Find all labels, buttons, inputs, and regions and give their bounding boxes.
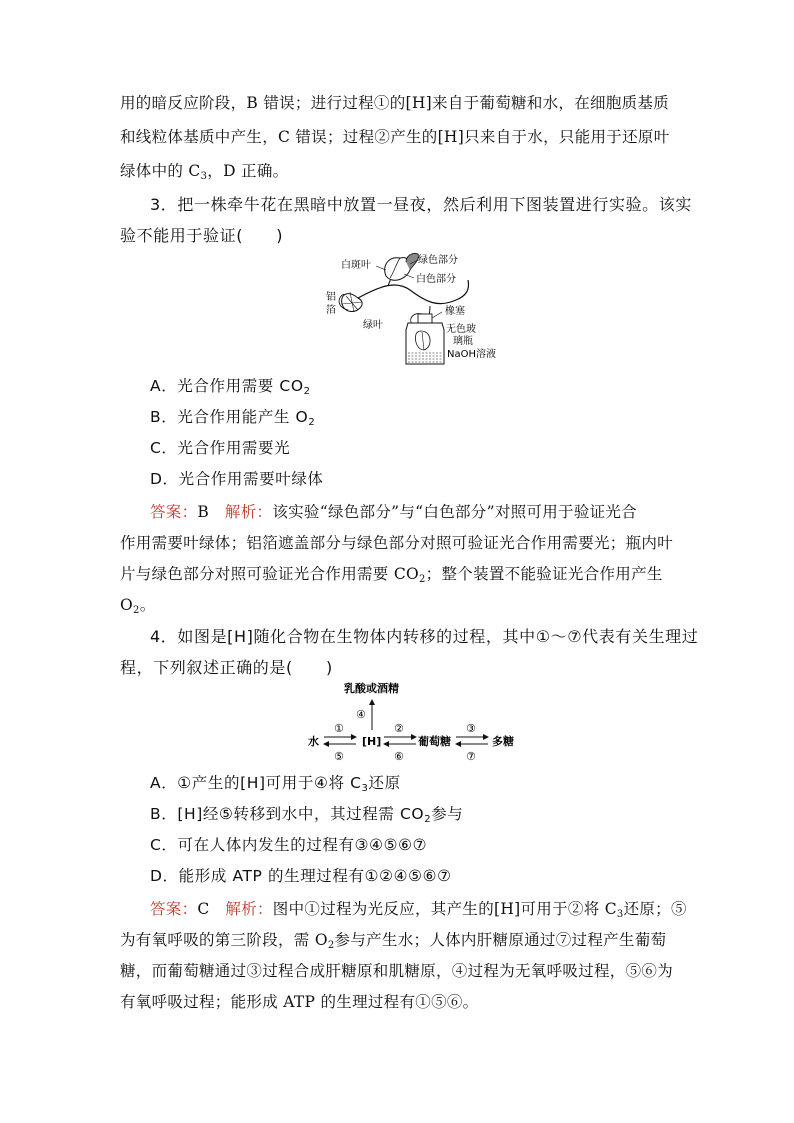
- explanation-line: 和线粒体基质中产生，C 错误；过程②产生的[H]只来自于水，只能用于还原叶: [120, 128, 670, 146]
- question-4-stem: 程，下列叙述正确的是( ): [120, 658, 333, 677]
- option-c: C．光合作用需要光: [150, 439, 291, 457]
- label-stopper: 橡塞: [445, 306, 465, 317]
- node-h: [H]: [362, 735, 382, 748]
- h-transfer-diagram: [304, 680, 524, 766]
- analysis-line: $O_2$。: [120, 596, 156, 616]
- label-white-part: 白色部分: [416, 274, 456, 285]
- explanation-line: 用的暗反应阶段，B 错误；进行过程①的[H]来自于葡萄糖和水，在细胞质基质: [120, 94, 670, 112]
- process-3-label: ③: [466, 722, 476, 735]
- analysis-label: 解析：: [224, 503, 273, 521]
- label-glass-bottle: 璃瓶: [453, 336, 473, 347]
- answer-line: 答案：C 解析：图中①过程为光反应，其产生的[H]可用于②将 $C_3$还原；⑤: [150, 900, 687, 920]
- label-green-part: 绿色部分: [418, 255, 458, 266]
- process-7-label: ⑦: [466, 750, 476, 763]
- question-3-stem: 3．把一株牵牛花在黑暗中放置一昼夜，然后利用下图装置进行实验。该实: [150, 195, 692, 214]
- node-polysaccharide: 多糖: [492, 735, 514, 748]
- node-lactic-acid-alcohol: 乳酸或酒精: [344, 682, 399, 695]
- option-d: D．能形成 ATP 的生理过程有①②④⑤⑥⑦: [150, 867, 452, 885]
- explanation-line: 绿体中的 $C_3$，D 正确。: [120, 162, 289, 182]
- process-2-label: ②: [394, 722, 404, 735]
- node-water: 水: [308, 735, 319, 748]
- label-naoh: NaOH溶液: [447, 349, 496, 360]
- label-foil: 箔: [326, 305, 336, 316]
- answer-label: 答案：: [150, 503, 198, 521]
- option-a: A．①产生的[H]可用于④将 $C_3$还原: [150, 774, 401, 794]
- label-glass-bottle: 无色玻: [446, 324, 476, 335]
- plant-experiment-figure: [318, 250, 508, 372]
- question-3-stem: 验不能用于验证( ): [120, 226, 284, 245]
- label-foil: 铝: [326, 292, 336, 303]
- analysis-line: 作用需要叶绿体；铝箔遮盖部分与绿色部分对照可验证光合作用需要光；瓶内叶: [120, 534, 674, 552]
- option-a: A．光合作用需要 $CO_2$: [150, 377, 311, 397]
- process-6-label: ⑥: [394, 750, 404, 763]
- answer-label: 答案：: [150, 900, 198, 918]
- analysis-line: 片与绿色部分对照可验证光合作用需要 $CO_2$；整个装置不能验证光合作用产生: [120, 565, 663, 585]
- process-1-label: ①: [334, 722, 344, 735]
- analysis-label: 解析：: [225, 900, 273, 918]
- option-b: B．[H]经⑤转移到水中，其过程需 $CO_2$参与: [150, 805, 464, 825]
- analysis-line: 有氧呼吸过程；能形成 ATP 的生理过程有①⑤⑥。: [120, 993, 479, 1011]
- answer-value: C: [197, 900, 210, 918]
- analysis-line: 糖，而葡萄糖通过③过程合成肝糖原和肌糖原，④过程为无氧呼吸过程，⑤⑥为: [120, 962, 674, 980]
- option-c: C．可在人体内发生的过程有③④⑤⑥⑦: [150, 836, 428, 854]
- question-4-stem: 4．如图是[H]随化合物在生物体内转移的过程，其中①～⑦代表有关生理过: [150, 627, 699, 646]
- label-green-leaf: 绿叶: [363, 320, 383, 331]
- process-5-label: ⑤: [334, 750, 344, 763]
- analysis-line: 为有氧呼吸的第三阶段，需 $O_2$参与产生水；人体内肝糖原通过⑦过程产生葡萄: [120, 931, 667, 951]
- node-glucose: 葡萄糖: [418, 735, 451, 748]
- label-variegated-leaf: 白斑叶: [341, 260, 371, 271]
- process-4-label: ④: [356, 708, 366, 721]
- answer-line: 答案：B 解析：该实验“绿色部分”与“白色部分”对照可用于验证光合: [150, 503, 638, 521]
- option-b: B．光合作用能产生 $O_2$: [150, 408, 316, 428]
- option-d: D．光合作用需要叶绿体: [150, 470, 324, 488]
- answer-value: B: [197, 503, 210, 521]
